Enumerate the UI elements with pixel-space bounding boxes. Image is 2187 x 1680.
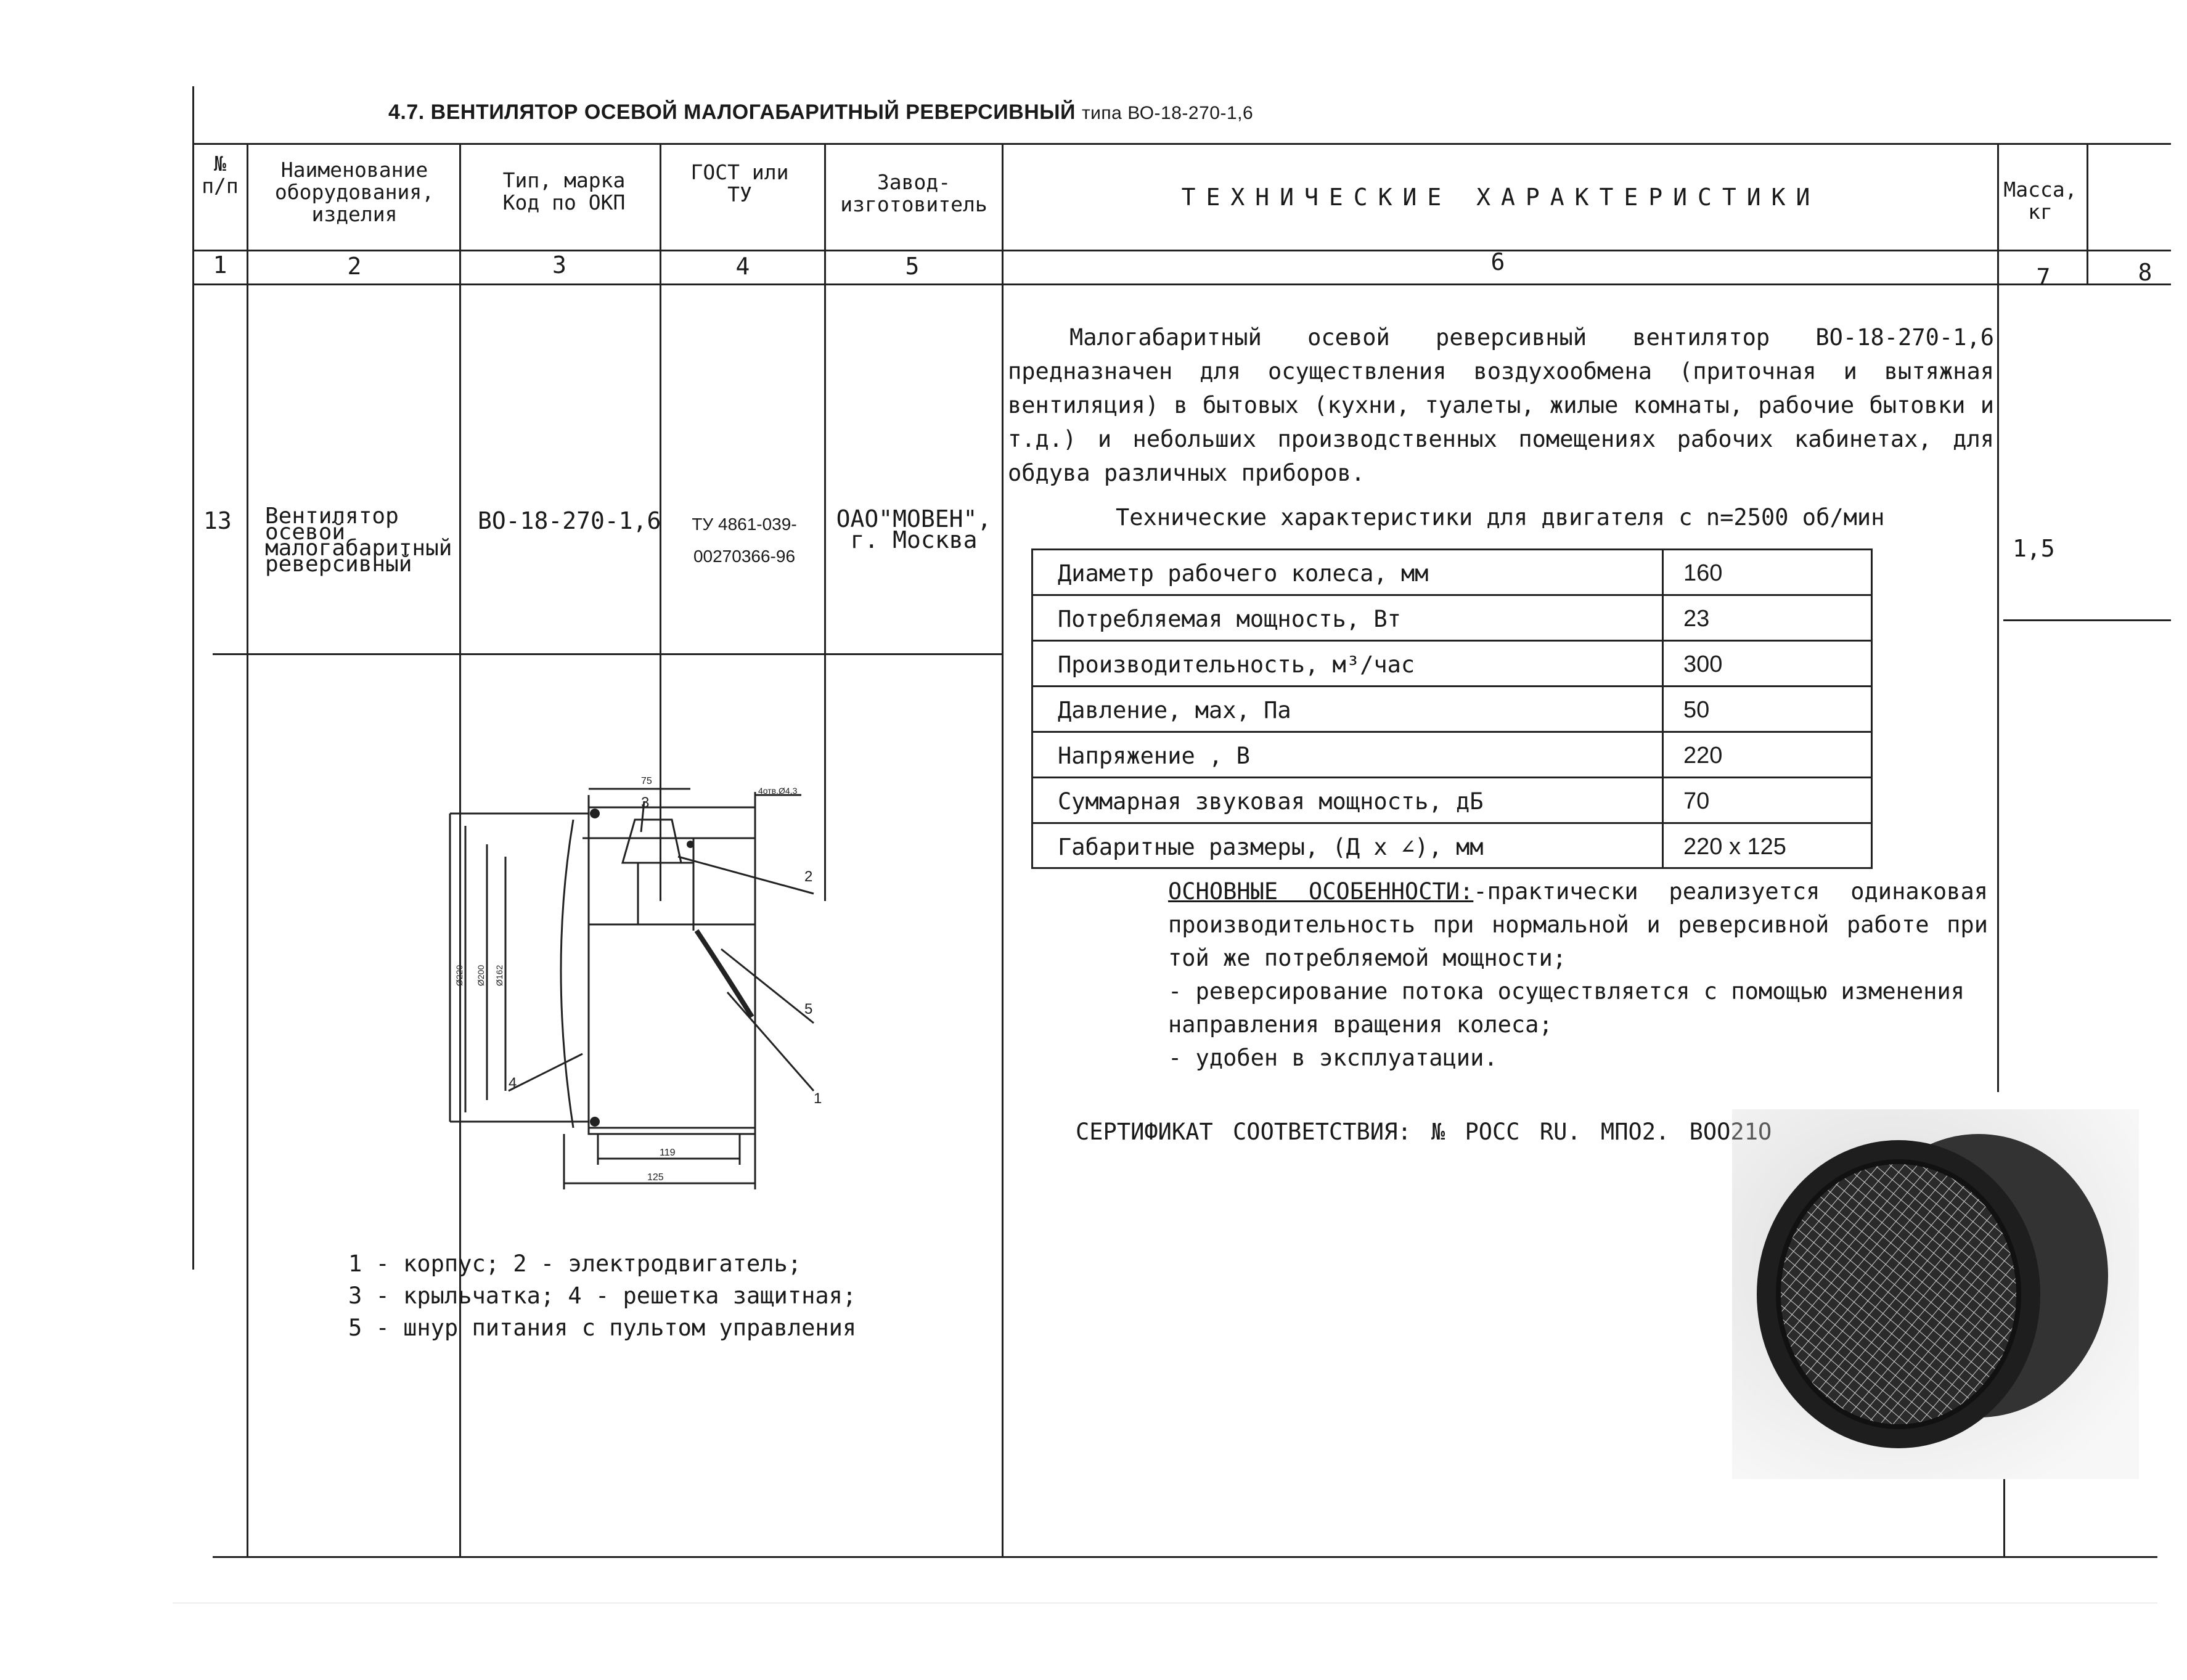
col-number-6: 6 <box>1490 248 1505 275</box>
spec-value: 220 x 125 <box>1683 834 1786 860</box>
dim-bottom-1: 119 <box>660 1148 676 1158</box>
impeller-shape <box>623 820 681 863</box>
col-divider-7 <box>2087 143 2088 283</box>
spec-value: 220 <box>1683 743 1723 769</box>
dim-top: 75 <box>641 776 652 786</box>
spec-value: 70 <box>1683 788 1710 814</box>
motor-body <box>638 863 693 924</box>
features-line-2: - реверсирование потока осуществляется с помощью изменения направления вращения колеса; <box>1168 978 1965 1038</box>
col-number-4: 4 <box>735 253 750 280</box>
spec-row <box>1033 596 1871 642</box>
spec-row <box>1033 778 1871 824</box>
legend-line-2: 3 - крыльчатка; 4 - решетка защитная; <box>348 1282 857 1309</box>
header-specs: ТЕХНИЧЕСКИЕ ХАРАКТЕРИСТИКИ <box>1181 184 1821 211</box>
mount-hole-right <box>687 841 694 848</box>
col-divider-6b <box>2003 1479 2005 1556</box>
drawing-legend <box>348 1248 856 1344</box>
col-divider-6 <box>1997 143 1999 1092</box>
header-name: Наименование оборудования, изделия <box>274 158 435 226</box>
spec-name: Габаритные размеры, (Д x ∠), мм <box>1058 834 1484 860</box>
header-maker: Завод-изготовитель <box>840 170 987 216</box>
document-title <box>388 100 1253 124</box>
callout-5: 5 <box>804 1001 813 1017</box>
spec-value: 50 <box>1683 697 1710 723</box>
row-number: 13 <box>203 507 232 534</box>
mount-hole-bottom <box>590 1117 600 1127</box>
spec-name: Потребляемая мощность, Вт <box>1058 606 1401 632</box>
spec-value: 300 <box>1683 651 1723 677</box>
spec-row <box>1033 733 1871 778</box>
spec-table <box>1031 548 1873 869</box>
spec-row <box>1033 642 1871 687</box>
dim-d200: Ø200 <box>476 964 486 986</box>
row-type: ВО-18-270-1,6 <box>478 507 661 534</box>
col-number-5: 5 <box>905 253 920 280</box>
title-suffix: типа ВО-18-270-1,6 <box>1081 103 1254 123</box>
col-number-8: 8 <box>2138 259 2152 286</box>
header-num: № п/п <box>202 152 239 198</box>
header-gost: ГОСТ или ТУ <box>690 160 789 206</box>
callout-3: 3 <box>641 794 650 811</box>
fan-photo <box>1732 1109 2139 1479</box>
col-number-2: 2 <box>347 253 362 280</box>
spec-value: 160 <box>1683 560 1723 586</box>
row-equipment-name: Вентилятор осевой малогабаритный реверсивный <box>265 504 452 577</box>
callout-1: 1 <box>814 1090 822 1107</box>
scan-edge-line <box>173 1602 2157 1604</box>
spec-row <box>1033 550 1871 596</box>
header-mass: Масса, кг <box>2003 177 2077 224</box>
header-type: Тип, марка Код по ОКП <box>502 168 626 214</box>
dim-holes: 4отв.Ø4,3 <box>758 786 798 796</box>
dim-d162: Ø162 <box>494 964 504 986</box>
mass-divider-line <box>2003 619 2171 621</box>
col-number-7: 7 <box>2036 264 2051 291</box>
spec-row <box>1033 824 1871 870</box>
spec-name: Давление, мах, Па <box>1058 697 1291 724</box>
mount-hole-top <box>590 809 600 818</box>
fan-housing-outline <box>589 807 755 1134</box>
spec-value: 23 <box>1683 606 1710 632</box>
row-maker: ОАО"МОВЕН", г. Москва <box>836 505 992 553</box>
col-divider-1 <box>247 143 248 1557</box>
description-text: Малогабаритный осевой реверсивный вентилятор ВО-18-270-1,6 предназначен для осуществления воздухообмена (приточная и вытяжная вентиляция) в бытовых (кухни, туалеты, жилые комнаты, рабочие бытовки и т.д.) и небольших производственных помещениях рабочих кабинетах, для обдува различных приборов. <box>1008 324 1994 486</box>
col-divider-5 <box>1002 143 1004 1557</box>
callout-2: 2 <box>804 868 813 885</box>
table-top-border <box>192 143 2171 145</box>
table-bottom-border <box>213 1556 2157 1558</box>
features-line-1: -практически реализуется одинаковая производительность при нормальной и реверсивной работе при той же потребляемой мощности; <box>1168 878 1988 971</box>
spec-row <box>1033 687 1871 733</box>
spec-name: Напряжение , В <box>1058 743 1250 769</box>
spec-name: Суммарная звуковая мощность, дБ <box>1058 788 1484 815</box>
legend-line-1: 1 - корпус; 2 - электродвигатель; <box>348 1250 802 1277</box>
dim-bottom-2: 125 <box>647 1172 664 1183</box>
features-block <box>1168 875 1988 975</box>
spec-name: Производительность, м³/час <box>1058 651 1415 678</box>
row-mass: 1,5 <box>2013 535 2055 562</box>
col-number-1: 1 <box>213 251 227 279</box>
row-tu: ТУ 4861-039-00270366-96 <box>692 515 797 566</box>
features-label: ОСНОВНЫЕ ОСОБЕННОСТИ: <box>1168 878 1474 905</box>
dim-d220: Ø220 <box>454 964 464 986</box>
left-margin-line <box>192 86 194 1270</box>
col-number-3: 3 <box>552 251 566 279</box>
features-line-3: - удобен в эксплуатации. <box>1168 1045 1498 1071</box>
legend-line-3: 5 - шнур питания с пультом управления <box>348 1315 857 1341</box>
spec-name: Диаметр рабочего колеса, мм <box>1058 560 1429 587</box>
technical-drawing <box>431 758 863 1226</box>
callout-4: 4 <box>509 1075 517 1091</box>
numbers-bottom-line <box>192 283 2171 285</box>
certificate-text: СЕРТИФИКАТ СООТВЕТСТВИЯ: № РОСС RU. МПО2. ВОО21О <box>1076 1119 1772 1145</box>
row-divider-line <box>213 653 1002 655</box>
title-main: 4.7. ВЕНТИЛЯТОР ОСЕВОЙ МАЛОГАБАРИТНЫЙ РЕВЕРСИВНЫЙ <box>388 100 1076 124</box>
spec-caption: Технические характеристики для двигателя с n=2500 об/мин <box>1116 504 1885 531</box>
